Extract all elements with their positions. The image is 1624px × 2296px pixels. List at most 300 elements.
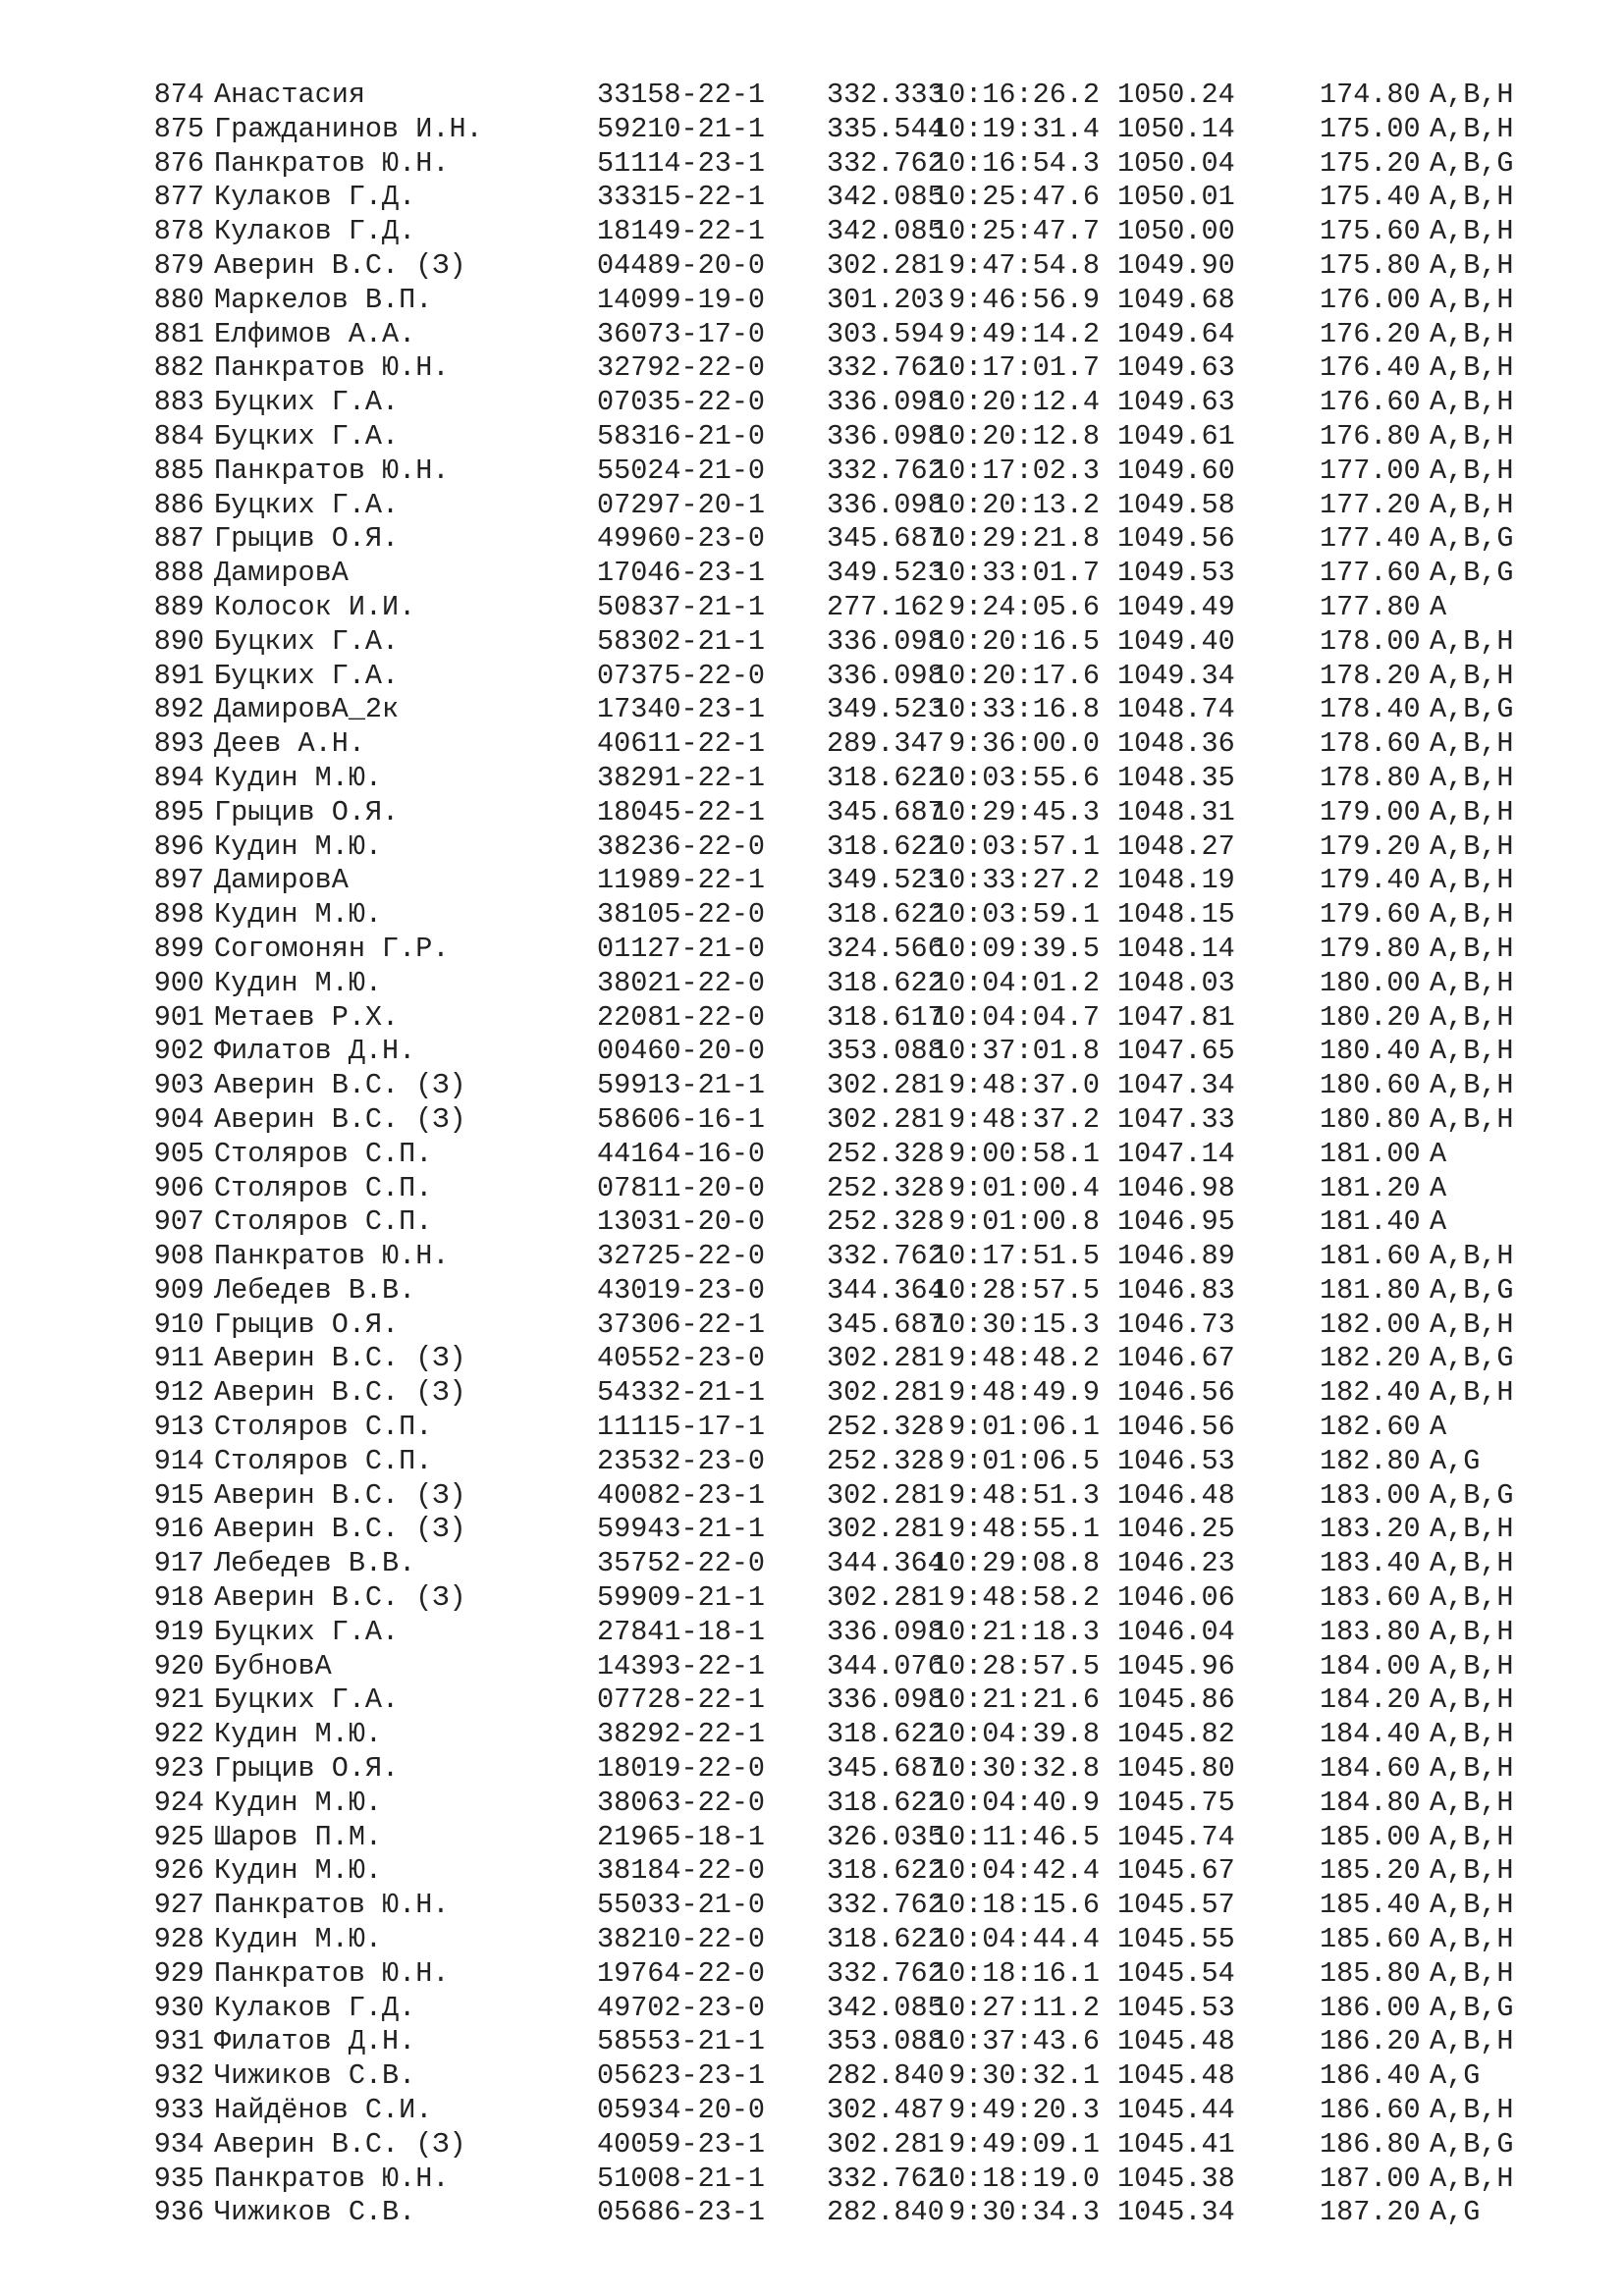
cell-name: Кудин М.Ю. [214,1786,383,1819]
cell-time: 10:04:44.4 [931,1923,1100,1956]
cell-time: 10:20:12.4 [931,386,1100,419]
cell-cls: A,B,H [1430,1854,1514,1888]
cell-ring: 55024-21-0 [597,454,766,487]
cell-cls: A,B,H [1430,79,1514,111]
cell-dist: 332.333 [827,79,945,111]
cell-place: 906 [153,1171,204,1204]
cell-pts: 175.60 [1320,215,1421,248]
cell-pts: 175.40 [1320,181,1421,214]
cell-dist: 302.281 [827,1581,945,1615]
cell-cls: A,B,G [1430,1342,1514,1375]
cell-dist: 332.762 [827,1889,945,1922]
cell-cls: A [1430,1205,1447,1239]
cell-pts: 184.00 [1320,1649,1421,1682]
cell-speed: 1049.34 [1117,659,1235,692]
cell-cls: A,B,H [1430,898,1514,932]
cell-cls: A,B,H [1430,966,1514,999]
cell-pts: 186.40 [1320,2059,1421,2093]
cell-cls: A,B,G [1430,1273,1514,1307]
cell-cls: A,B,H [1430,1956,1514,1990]
cell-speed: 1047.81 [1117,1000,1235,1034]
cell-dist: 342.085 [827,215,945,248]
cell-name: Аверин В.С. (З) [214,248,466,282]
cell-time: 10:29:21.8 [931,522,1100,556]
cell-dist: 345.687 [827,522,945,556]
cell-ring: 43019-23-0 [597,1273,766,1307]
cell-pts: 180.20 [1320,1000,1421,1034]
cell-name: Чижиков С.В. [214,2196,416,2229]
cell-speed: 1045.86 [1117,1683,1235,1717]
cell-name: Елфимов А.А. [214,317,416,350]
cell-ring: 51008-21-1 [597,2162,766,2195]
cell-dist: 318.622 [827,1923,945,1956]
cell-name: Аверин В.С. (З) [214,1376,466,1410]
cell-place: 898 [153,898,204,932]
cell-time: 9:00:58.1 [948,1137,1100,1170]
cell-speed: 1050.24 [1117,79,1235,111]
cell-ring: 59943-21-1 [597,1513,766,1546]
cell-ring: 04489-20-0 [597,248,766,282]
cell-place: 884 [153,419,204,453]
cell-cls: A,B,G [1430,693,1514,726]
cell-pts: 182.00 [1320,1308,1421,1341]
cell-ring: 18019-22-0 [597,1752,766,1786]
cell-place: 877 [153,181,204,214]
cell-cls: A,B,G [1430,146,1514,180]
cell-cls: A,B,H [1430,727,1514,761]
cell-pts: 179.80 [1320,932,1421,965]
cell-cls: A,B,G [1430,2127,1514,2161]
cell-time: 9:49:09.1 [948,2127,1100,2161]
cell-name: Филатов Д.Н. [214,2025,416,2058]
cell-cls: A [1430,1171,1447,1204]
cell-time: 9:46:56.9 [948,283,1100,316]
cell-pts: 185.00 [1320,1820,1421,1853]
cell-name: Деев А.Н. [214,727,365,761]
cell-dist: 342.085 [827,1991,945,2024]
cell-time: 10:30:32.8 [931,1752,1100,1786]
cell-time: 10:11:46.5 [931,1820,1100,1853]
cell-place: 895 [153,795,204,828]
cell-speed: 1046.89 [1117,1240,1235,1273]
cell-pts: 180.40 [1320,1035,1421,1068]
cell-place: 934 [153,2127,204,2161]
cell-place: 919 [153,1615,204,1648]
cell-pts: 184.40 [1320,1718,1421,1751]
cell-cls: A,B,H [1430,112,1514,145]
cell-name: Панкратов Ю.Н. [214,2162,450,2195]
cell-name: Грыцив О.Я. [214,1308,400,1341]
cell-time: 9:48:37.0 [948,1069,1100,1102]
cell-speed: 1049.49 [1117,590,1235,623]
cell-place: 931 [153,2025,204,2058]
cell-speed: 1047.33 [1117,1102,1235,1136]
cell-time: 10:29:45.3 [931,795,1100,828]
cell-time: 10:04:40.9 [931,1786,1100,1819]
cell-time: 10:04:42.4 [931,1854,1100,1888]
cell-ring: 35752-22-0 [597,1547,766,1580]
cell-place: 911 [153,1342,204,1375]
cell-speed: 1045.74 [1117,1820,1235,1853]
cell-pts: 175.20 [1320,146,1421,180]
cell-place: 886 [153,488,204,521]
cell-time: 10:18:16.1 [931,1956,1100,1990]
cell-ring: 50837-21-1 [597,590,766,623]
cell-cls: A,B,H [1430,1035,1514,1068]
cell-pts: 186.20 [1320,2025,1421,2058]
cell-dist: 302.281 [827,1102,945,1136]
cell-place: 925 [153,1820,204,1853]
cell-place: 935 [153,2162,204,2195]
cell-pts: 178.40 [1320,693,1421,726]
cell-place: 921 [153,1683,204,1717]
cell-speed: 1049.56 [1117,522,1235,556]
cell-speed: 1049.40 [1117,624,1235,658]
cell-pts: 181.40 [1320,1205,1421,1239]
cell-name: Буцких Г.А. [214,1683,400,1717]
cell-dist: 344.364 [827,1273,945,1307]
cell-speed: 1046.95 [1117,1205,1235,1239]
cell-time: 9:24:05.6 [948,590,1100,623]
cell-cls: A,B,H [1430,1752,1514,1786]
cell-time: 9:48:55.1 [948,1513,1100,1546]
cell-speed: 1048.74 [1117,693,1235,726]
cell-ring: 44164-16-0 [597,1137,766,1170]
cell-time: 10:37:43.6 [931,2025,1100,2058]
cell-dist: 318.622 [827,898,945,932]
cell-ring: 07375-22-0 [597,659,766,692]
cell-place: 874 [153,79,204,111]
cell-ring: 59909-21-1 [597,1581,766,1615]
cell-name: ДамировА [214,864,349,897]
cell-speed: 1049.58 [1117,488,1235,521]
cell-dist: 332.762 [827,2162,945,2195]
cell-cls: A [1430,1137,1447,1170]
cell-name: Шаров П.М. [214,1820,383,1853]
cell-place: 923 [153,1752,204,1786]
cell-name: Кудин М.Ю. [214,966,383,999]
cell-ring: 38105-22-0 [597,898,766,932]
cell-dist: 326.035 [827,1820,945,1853]
cell-place: 893 [153,727,204,761]
cell-name: Кудин М.Ю. [214,1718,383,1751]
cell-cls: A,B,H [1430,1889,1514,1922]
cell-pts: 186.80 [1320,2127,1421,2161]
cell-cls: A,B,H [1430,386,1514,419]
cell-pts: 179.60 [1320,898,1421,932]
cell-ring: 38291-22-1 [597,761,766,794]
cell-pts: 184.80 [1320,1786,1421,1819]
cell-pts: 183.80 [1320,1615,1421,1648]
cell-cls: A,B,H [1430,1718,1514,1751]
cell-ring: 58302-21-1 [597,624,766,658]
cell-place: 902 [153,1035,204,1068]
cell-cls: A,B,H [1430,2025,1514,2058]
cell-cls: A,B,H [1430,215,1514,248]
cell-speed: 1047.34 [1117,1069,1235,1102]
cell-time: 10:29:08.8 [931,1547,1100,1580]
cell-cls: A,B,H [1430,1308,1514,1341]
cell-speed: 1045.80 [1117,1752,1235,1786]
cell-cls: A,B,H [1430,351,1514,385]
cell-speed: 1046.48 [1117,1478,1235,1512]
cell-time: 10:19:31.4 [931,112,1100,145]
cell-ring: 11989-22-1 [597,864,766,897]
cell-place: 920 [153,1649,204,1682]
cell-cls: A [1430,1411,1447,1444]
cell-speed: 1049.53 [1117,557,1235,590]
cell-pts: 186.00 [1320,1991,1421,2024]
cell-name: Кудин М.Ю. [214,829,383,863]
cell-ring: 17046-23-1 [597,557,766,590]
cell-pts: 176.20 [1320,317,1421,350]
cell-time: 10:04:39.8 [931,1718,1100,1751]
cell-pts: 180.80 [1320,1102,1421,1136]
cell-cls: A,B,H [1430,2162,1514,2195]
cell-place: 910 [153,1308,204,1341]
cell-speed: 1050.14 [1117,112,1235,145]
cell-time: 10:20:16.5 [931,624,1100,658]
cell-pts: 183.00 [1320,1478,1421,1512]
cell-dist: 318.622 [827,966,945,999]
cell-time: 10:04:01.2 [931,966,1100,999]
cell-speed: 1045.38 [1117,2162,1235,2195]
cell-place: 922 [153,1718,204,1751]
cell-ring: 38210-22-0 [597,1923,766,1956]
cell-pts: 181.00 [1320,1137,1421,1170]
cell-dist: 344.364 [827,1547,945,1580]
cell-time: 10:17:02.3 [931,454,1100,487]
cell-name: Аверин В.С. (З) [214,1478,466,1512]
cell-place: 915 [153,1478,204,1512]
cell-place: 881 [153,317,204,350]
cell-cls: A,B,H [1430,795,1514,828]
cell-speed: 1048.35 [1117,761,1235,794]
cell-time: 10:03:59.1 [931,898,1100,932]
cell-ring: 21965-18-1 [597,1820,766,1853]
cell-time: 10:03:55.6 [931,761,1100,794]
cell-time: 10:30:15.3 [931,1308,1100,1341]
cell-ring: 38292-22-1 [597,1718,766,1751]
cell-pts: 177.40 [1320,522,1421,556]
cell-ring: 49960-23-0 [597,522,766,556]
cell-pts: 184.60 [1320,1752,1421,1786]
cell-cls: A,B,H [1430,1923,1514,1956]
cell-place: 889 [153,590,204,623]
cell-place: 901 [153,1000,204,1034]
cell-dist: 302.281 [827,1478,945,1512]
cell-cls: A,G [1430,2059,1481,2093]
cell-name: Маркелов В.П. [214,283,433,316]
cell-speed: 1045.55 [1117,1923,1235,1956]
cell-name: Аверин В.С. (З) [214,1342,466,1375]
cell-cls: A,B,H [1430,1000,1514,1034]
cell-ring: 13031-20-0 [597,1205,766,1239]
cell-place: 900 [153,966,204,999]
cell-pts: 181.60 [1320,1240,1421,1273]
cell-dist: 303.594 [827,317,945,350]
cell-place: 888 [153,557,204,590]
cell-ring: 58553-21-1 [597,2025,766,2058]
cell-speed: 1048.36 [1117,727,1235,761]
cell-speed: 1046.56 [1117,1411,1235,1444]
cell-speed: 1048.31 [1117,795,1235,828]
cell-dist: 349.523 [827,864,945,897]
cell-name: Панкратов Ю.Н. [214,146,450,180]
cell-ring: 37306-22-1 [597,1308,766,1341]
cell-speed: 1050.01 [1117,181,1235,214]
cell-speed: 1045.44 [1117,2094,1235,2127]
cell-place: 894 [153,761,204,794]
cell-name: Анастасия [214,79,365,111]
cell-speed: 1045.82 [1117,1718,1235,1751]
cell-dist: 336.098 [827,419,945,453]
cell-name: Буцких Г.А. [214,419,400,453]
cell-name: Лебедев В.В. [214,1273,416,1307]
cell-time: 10:28:57.5 [931,1649,1100,1682]
cell-dist: 332.762 [827,454,945,487]
cell-speed: 1049.68 [1117,283,1235,316]
cell-place: 926 [153,1854,204,1888]
cell-ring: 40552-23-0 [597,1342,766,1375]
cell-cls: A,G [1430,1444,1481,1477]
cell-ring: 38236-22-0 [597,829,766,863]
cell-dist: 336.098 [827,659,945,692]
cell-pts: 183.60 [1320,1581,1421,1615]
cell-dist: 349.523 [827,693,945,726]
cell-ring: 07811-20-0 [597,1171,766,1204]
cell-dist: 302.281 [827,2127,945,2161]
cell-ring: 36073-17-0 [597,317,766,350]
cell-name: Лебедев В.В. [214,1547,416,1580]
cell-pts: 176.60 [1320,386,1421,419]
cell-ring: 01127-21-0 [597,932,766,965]
cell-dist: 277.162 [827,590,945,623]
cell-name: Столяров С.П. [214,1137,433,1170]
cell-time: 10:17:01.7 [931,351,1100,385]
cell-ring: 27841-18-1 [597,1615,766,1648]
cell-ring: 14099-19-0 [597,283,766,316]
cell-dist: 252.328 [827,1411,945,1444]
cell-name: Кулаков Г.Д. [214,1991,416,2024]
cell-name: Столяров С.П. [214,1205,433,1239]
cell-ring: 38063-22-0 [597,1786,766,1819]
cell-name: Филатов Д.Н. [214,1035,416,1068]
cell-cls: A,B,H [1430,283,1514,316]
cell-speed: 1049.63 [1117,386,1235,419]
cell-ring: 14393-22-1 [597,1649,766,1682]
cell-place: 907 [153,1205,204,1239]
cell-name: Кудин М.Ю. [214,898,383,932]
cell-place: 896 [153,829,204,863]
cell-cls: A,G [1430,2196,1481,2229]
cell-time: 10:18:15.6 [931,1889,1100,1922]
cell-name: Кулаков Г.Д. [214,215,416,248]
cell-time: 9:49:14.2 [948,317,1100,350]
cell-pts: 178.60 [1320,727,1421,761]
cell-cls: A,B,H [1430,659,1514,692]
cell-place: 918 [153,1581,204,1615]
cell-time: 9:48:49.9 [948,1376,1100,1410]
cell-speed: 1045.41 [1117,2127,1235,2161]
cell-pts: 174.80 [1320,79,1421,111]
cell-time: 9:30:32.1 [948,2059,1100,2093]
cell-ring: 54332-21-1 [597,1376,766,1410]
cell-name: Кудин М.Ю. [214,761,383,794]
cell-name: Гражданинов И.Н. [214,112,483,145]
cell-cls: A,B,H [1430,624,1514,658]
cell-speed: 1046.73 [1117,1308,1235,1341]
cell-speed: 1050.00 [1117,215,1235,248]
cell-pts: 182.20 [1320,1342,1421,1375]
cell-pts: 182.60 [1320,1411,1421,1444]
cell-name: Буцких Г.А. [214,624,400,658]
cell-name: Аверин В.С. (З) [214,1581,466,1615]
cell-place: 928 [153,1923,204,1956]
cell-ring: 07035-22-0 [597,386,766,419]
cell-place: 883 [153,386,204,419]
cell-dist: 336.098 [827,624,945,658]
cell-time: 9:47:54.8 [948,248,1100,282]
cell-name: Буцких Г.А. [214,386,400,419]
cell-time: 9:48:48.2 [948,1342,1100,1375]
cell-name: Кудин М.Ю. [214,1854,383,1888]
cell-time: 10:33:01.7 [931,557,1100,590]
cell-time: 9:01:00.4 [948,1171,1100,1204]
cell-cls: A,B,H [1430,829,1514,863]
cell-place: 891 [153,659,204,692]
cell-dist: 252.328 [827,1205,945,1239]
cell-name: Столяров С.П. [214,1411,433,1444]
cell-speed: 1048.03 [1117,966,1235,999]
cell-cls: A,B,H [1430,1615,1514,1648]
cell-place: 924 [153,1786,204,1819]
cell-time: 9:30:34.3 [948,2196,1100,2229]
cell-name: Колосок И.И. [214,590,416,623]
cell-speed: 1048.19 [1117,864,1235,897]
cell-ring: 05934-20-0 [597,2094,766,2127]
cell-pts: 179.00 [1320,795,1421,828]
cell-pts: 179.20 [1320,829,1421,863]
cell-dist: 318.622 [827,1854,945,1888]
cell-place: 880 [153,283,204,316]
cell-dist: 345.687 [827,1308,945,1341]
cell-ring: 40611-22-1 [597,727,766,761]
cell-ring: 55033-21-0 [597,1889,766,1922]
cell-cls: A,B,H [1430,419,1514,453]
cell-place: 916 [153,1513,204,1546]
cell-cls: A,B,G [1430,1478,1514,1512]
cell-name: Панкратов Ю.Н. [214,351,450,385]
cell-name: Столяров С.П. [214,1171,433,1204]
cell-name: Грыцив О.Я. [214,795,400,828]
cell-speed: 1045.57 [1117,1889,1235,1922]
cell-cls: A,B,H [1430,1547,1514,1580]
cell-pts: 178.80 [1320,761,1421,794]
cell-name: БубновА [214,1649,332,1682]
cell-cls: A,B,H [1430,1376,1514,1410]
cell-cls: A,B,H [1430,1069,1514,1102]
cell-name: Панкратов Ю.Н. [214,1240,450,1273]
cell-time: 9:01:00.8 [948,1205,1100,1239]
cell-ring: 38184-22-0 [597,1854,766,1888]
cell-cls: A,B,H [1430,1102,1514,1136]
cell-speed: 1050.04 [1117,146,1235,180]
cell-name: Грыцив О.Я. [214,522,400,556]
cell-place: 897 [153,864,204,897]
cell-dist: 318.622 [827,761,945,794]
cell-dist: 324.566 [827,932,945,965]
